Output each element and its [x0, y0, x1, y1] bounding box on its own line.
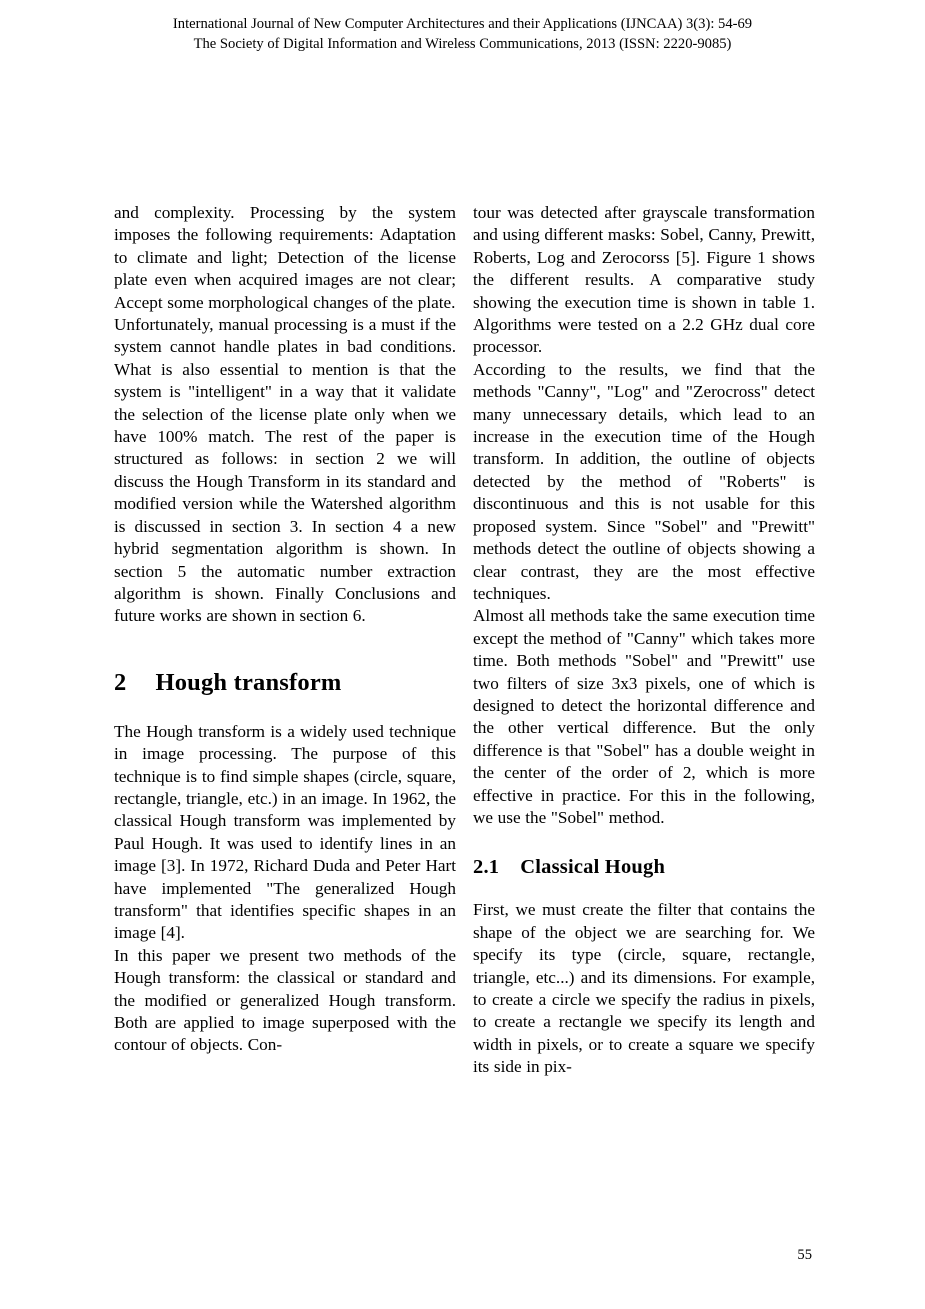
journal-header — [0, 14, 925, 54]
paragraph: and complexity. Processing by the system imposes the following requirements: Adaptation to climate and light; Detection of the license plate even when acquired images are not clear; Accept some morphological changes of the plate. — [114, 203, 456, 312]
left-column — [114, 202, 456, 1079]
section-heading-hough-transform — [114, 669, 456, 697]
section-number: 2 — [114, 668, 127, 696]
paragraph: First, we must create the filter that contains the shape of the object we are searching for. We specify its type (circle, square, rectangle, triangle, etc...) and its dimensions. For example, to create a circle we specify the radius in pixels, to create a rectangle we specify its length and width in pixels, or to create a square we specify its side in pix- — [473, 900, 815, 1077]
paragraph: According to the results, we find that the methods "Canny", "Log" and "Zerocross" detect many unnecessary details, which lead to an increase in the execution time of the Hough transform. In addition, the outline of objects detected by the method of "Roberts" is discontinuous and this is not usable for this proposed system. Since "Sobel" and "Prewitt" methods detect the outline of objects showing a clear contrast, they are the most effective techniques. — [473, 359, 815, 603]
two-column-body — [114, 202, 815, 1079]
right-column — [473, 202, 815, 1079]
subsection-title: Classical Hough — [520, 856, 666, 879]
subsection-number: 2.1 — [473, 856, 500, 879]
subsection-heading-classical-hough — [473, 856, 815, 879]
paragraph: Unfortunately, manual processing is a must if the system cannot handle plates in bad conditions. What is also essential to mention is that the system is "intelligent" in a way that it validate the selection of the license plate only when we have 100% match. The rest of the paper is structured as follows: in section 2 we will discuss the Hough Transform in its standard and modified version while the Watershed algorithm is discussed in section 3. In section 4 a new hybrid segmentation algorithm is shown. In section 5 the automatic number extraction algorithm is shown. Finally Conclusions and future works are shown in section 6. — [114, 315, 456, 626]
paragraph: In this paper we present two methods of the Hough transform: the classical or standard and the modified or generalized Hough transform. Both are applied to image superposed with the contour of objects. Con- — [114, 945, 456, 1055]
journal-header-line2: The Society of Digital Information and Wireless Communications, 2013 (ISSN: 2220-9085) — [193, 36, 732, 52]
paragraph: tour was detected after grayscale transformation and using different masks: Sobel, Canny, Prewitt, Roberts, Log and Zerocorss [5]. Figure 1 shows the different results. A comparative study showing the execution time is shown in table 1. Algorithms were tested on a 2.2 GHz dual core processor. — [473, 203, 815, 357]
paragraph: Almost all methods take the same execution time except the method of "Canny" which takes more time. Both methods "Sobel" and "Prewitt" use two filters of size 3x3 pixels, one of which is designed to detect the horizontal difference and the other vertical difference. But the only difference is that "Sobel" has a double weight in the center of the order of 2, which is more effective in practice. For this in the following, we use the "Sobel" method. — [473, 606, 815, 827]
page-number: 55 — [797, 1247, 812, 1263]
journal-header-line1: International Journal of New Computer Architectures and their Applications (IJNCAA) 3(3): 54-69 — [172, 16, 753, 32]
paragraph: The Hough transform is a widely used technique in image processing. The purpose of this technique is to find simple shapes (circle, square, rectangle, triangle, etc.) in an image. In 1962, the classical Hough transform was implemented by Paul Hough. It was used to identify lines in an image [3]. In 1972, Richard Duda and Peter Hart have implemented "The generalized Hough transform" that identifies specific shapes in an image [4]. — [114, 721, 456, 943]
section-title: Hough transform — [155, 668, 342, 696]
